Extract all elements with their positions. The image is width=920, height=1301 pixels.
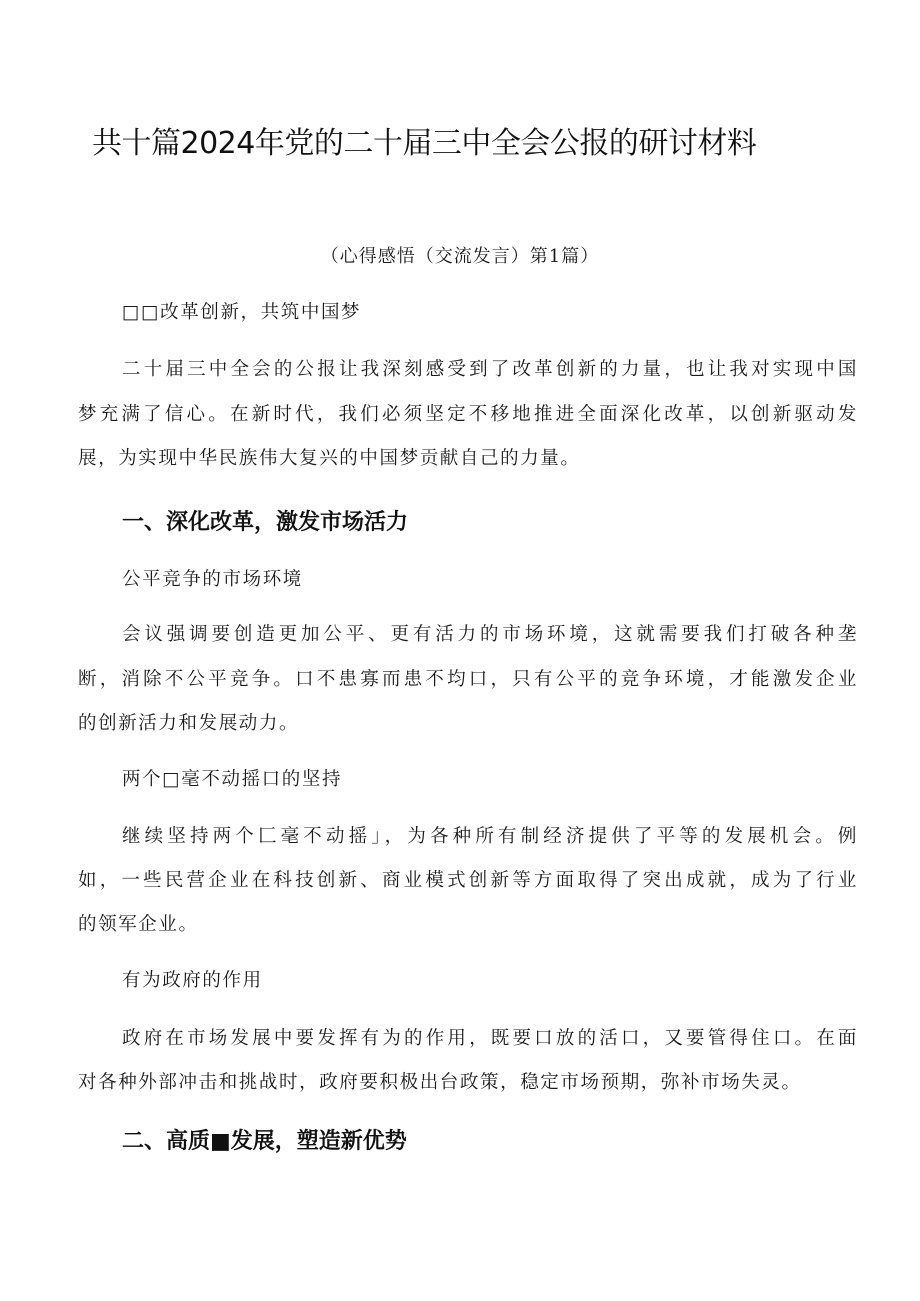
- section2-heading: 二、高质■发展，塑造新优势: [122, 1129, 407, 1154]
- intro-line-1: 二十届三中全会的公报让我深刻感受到了改革创新的力量，也让我对实现中国: [122, 359, 858, 380]
- section1-sub1-line-1: 会议强调要创造更加公平、更有活力的市场环境，这就需要我们打破各种垄: [122, 624, 858, 645]
- intro-line-3: 展，为实现中华民族伟大复兴的中国梦贡献自己的力量。: [78, 448, 581, 469]
- section1-sub3-line-2: 对各种外部冲击和挑战时，政府要积极出台政策，稳定市场预期，弥补市场失灵。: [78, 1072, 802, 1093]
- section1-sub1-line-2: 断，消除不公平竞争。口不患寡而患不均口，只有公平的竞争环境，才能激发企业: [78, 669, 858, 690]
- document-subtitle: （心得感悟（交流发言）第1篇）: [320, 246, 600, 267]
- section1-sub2-title: 两个□毫不动摇口的坚持: [122, 769, 343, 790]
- section1-sub2-line-1: 继续坚持两个匚毫不动摇」，为各种所有制经济提供了平等的发展机会。例: [122, 826, 858, 847]
- section1-heading: 一、深化改革，激发市场活力: [122, 510, 409, 535]
- section1-sub2-line-2: 如，一些民营企业在科技创新、商业模式创新等方面取得了突出成就，成为了行业: [78, 870, 858, 891]
- section1-sub1-title: 公平竞争的市场环境: [122, 569, 303, 590]
- section1-sub3-title: 有为政府的作用: [122, 970, 263, 991]
- section1-sub3-line-1: 政府在市场发展中要发挥有为的作用，既要口放的活口，又要管得住口。在面: [122, 1028, 858, 1049]
- intro-line-2: 梦充满了信心。在新时代，我们必须坚定不移地推进全面深化改革，以创新驱动发: [78, 404, 858, 425]
- section1-sub2-line-3: 的领军企业。: [78, 914, 199, 935]
- document-title: 共十篇2024年党的二十届三中全会公报的研讨材料: [92, 126, 757, 161]
- section1-sub1-line-3: 的创新活力和发展动力。: [78, 713, 300, 734]
- intro-heading: □□改革创新，共筑中国梦: [122, 302, 362, 323]
